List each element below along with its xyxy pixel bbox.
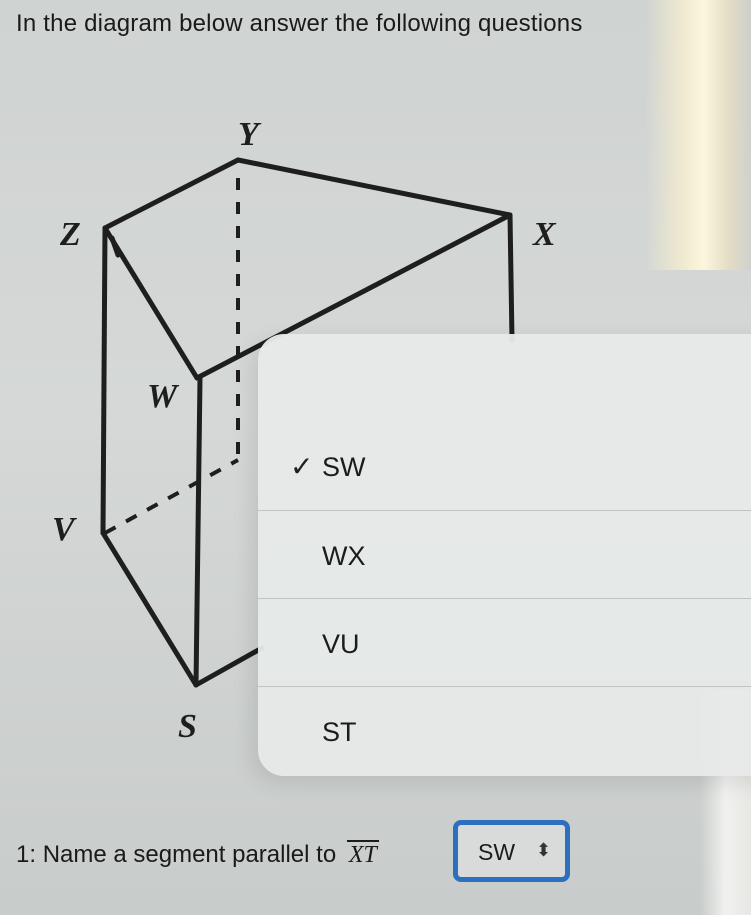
dropdown-option-label: ST bbox=[322, 717, 357, 747]
edge-vs bbox=[103, 533, 196, 685]
question-prompt: Name a segment parallel to bbox=[42, 841, 337, 868]
dropdown-option-label: WX bbox=[322, 541, 366, 571]
vertex-label-s: S bbox=[178, 708, 197, 745]
vertex-label-w: W bbox=[147, 378, 178, 415]
answer-select-value: SW bbox=[478, 839, 516, 865]
hidden-edge-vu bbox=[105, 460, 238, 533]
answer-dropdown-menu bbox=[258, 334, 751, 776]
edge-zv bbox=[103, 228, 105, 533]
question-1 bbox=[16, 840, 379, 869]
dropdown-option-st[interactable] bbox=[258, 686, 751, 775]
dropdown-option-vu[interactable] bbox=[258, 598, 751, 687]
question-number: 1: bbox=[16, 841, 37, 868]
vertex-label-x: X bbox=[533, 216, 556, 253]
edge-w-s bbox=[196, 378, 200, 685]
dropdown-option-wx[interactable] bbox=[258, 510, 751, 599]
edge-yx bbox=[238, 160, 510, 215]
dropdown-option-label: VU bbox=[322, 629, 360, 659]
vertex-label-v: V bbox=[52, 511, 75, 548]
edge-zy bbox=[105, 160, 238, 228]
edge-xt bbox=[510, 215, 512, 340]
segment-label: XT bbox=[348, 842, 377, 868]
vertex-label-z: Z bbox=[60, 216, 81, 253]
edge-su bbox=[196, 648, 262, 685]
chevron-updown-icon: ⬍ bbox=[536, 840, 552, 861]
dropdown-option-sw[interactable] bbox=[258, 422, 751, 510]
edge-z-inner bbox=[112, 238, 118, 255]
instructions-text: In the diagram below answer the following questions bbox=[16, 10, 583, 37]
vertex-label-y: Y bbox=[238, 116, 259, 153]
checkmark-icon: ✓ bbox=[290, 450, 314, 483]
dropdown-option-label: SW bbox=[322, 452, 366, 482]
answer-select[interactable] bbox=[453, 820, 570, 882]
